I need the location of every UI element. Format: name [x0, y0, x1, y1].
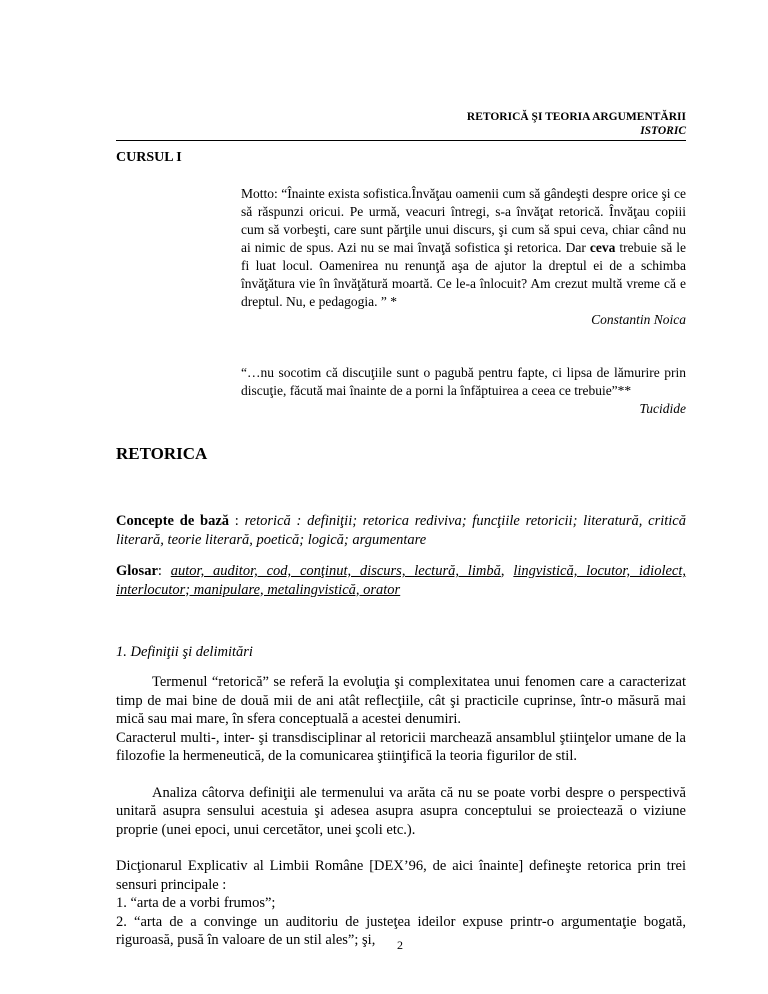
concepte-block	[116, 512, 686, 549]
quote2-author: Tucidide	[639, 401, 686, 416]
motto-author: Constantin Noica	[591, 312, 686, 327]
concepte-label: Concepte de bază	[116, 513, 230, 529]
page-number: 2	[397, 938, 403, 952]
quote2-text: “…nu socotim că discuţiile sunt o pagubă pentru fapte, ci lipsa de lămurire prin discuţie, făcută mai înainte de a porni la înfăptuirea a ceea ce trebuie”**	[241, 365, 686, 398]
paragraph-1: Termenul “retorică” se referă la evoluţia şi complexitatea unui fenomen care a caracterizat timp de mai bine de două mii de ani atât reflecţiile, cât şi practicile cuprinse, într-o măsură mai mică sau mai mare, în sfera conceptuală a acestei denumiri.	[116, 674, 686, 727]
motto-bold-word: ceva	[589, 240, 616, 255]
concepte-separator: :	[229, 513, 245, 529]
motto-text-after: trebuie să le fi luat locul. Oamenirea nu renunţă aşa de ajutor la dreptul ei de a schimba învăţătura vie în învăţătură moartă. Ce le-a înlocuit? Am crezut multă vreme că e dreptul. Nu, e pedagogia. ” *	[241, 240, 687, 309]
motto-text-before: Motto: “Înainte exista sofistica.Învăţau oamenii cum să gândeşti despre orice şi ce să răspunzi oricui. Pe urmă, veacuri întregi, s-a învăţat retorică. Învăţau copiii cum să vorbeşti, care sunt părţile unui discurs, şi cum să spui ceva, chiar când nu ai nimic de spus. Azi nu se mai învaţă sofistica şi retorica. Dar	[241, 186, 686, 255]
glosar-items-part1: autor, auditor, cod, conţinut, discurs, lectură, limbă	[170, 563, 501, 579]
motto-block	[241, 185, 686, 329]
body-text	[116, 673, 686, 950]
concepte-items: retorică : definiţii; retorica rediviva; funcţiile retoricii; literatură, critică literară, teorie literară, poetică; logică; argumentare	[116, 513, 686, 548]
quote2-block	[241, 364, 686, 418]
paragraph-2: Caracterul multi-, inter- şi transdisciplinar al retoricii marchează ansamblul ştiinţelor umane de la filozofie la hermeneutică, de la comunicarea ştiinţifică la teoria figurilor de stil.	[116, 729, 686, 764]
section-title: RETORICA	[116, 444, 208, 463]
list-item-1: 1. “arta de a vorbi frumos”;	[116, 895, 276, 911]
paragraph-4: Dicţionarul Explicativ al Limbii Române [DEX’96, de aici înainte] defineşte retorica prin trei sensuri principale :	[116, 858, 686, 893]
course-label: CURSUL I	[116, 150, 182, 165]
list-item-2: 2. “arta de a convinge un auditoriu de justeţea ideilor expuse printr-o argumentaţie bogată, riguroasă, pusă în valoare de un stil ales”; şi,	[116, 913, 686, 948]
glosar-block: Glosar: autor, auditor, cod, conţinut, discurs, lectură, limbă, lingvistică, locutor, idiolect, interlocutor; manipulare, metalingvistică, orator	[116, 563, 687, 598]
glosar-items-part2: lingvistică, locutor, idiolect, interlocutor; manipulare, metalingvistică, orator	[116, 563, 687, 598]
glosar-label: Glosar	[116, 563, 158, 579]
header-subtitle: ISTORIC	[640, 125, 686, 137]
header-rule	[116, 140, 686, 141]
paragraph-3: Analiza câtorva definiţii ale termenului va arăta că nu se poate vorbi despre o perspectivă unitară asupra sensului acestuia şi adesea asupra asupra conceptului se proiectează o viziune proprie (unei epoci, unui cercetător, unei şcoli etc.).	[116, 784, 686, 838]
header-title: RETORICĂ ŞI TEORIA ARGUMENTĂRII	[466, 111, 686, 123]
subsection-title: 1. Definiţii şi delimitări	[116, 644, 253, 660]
